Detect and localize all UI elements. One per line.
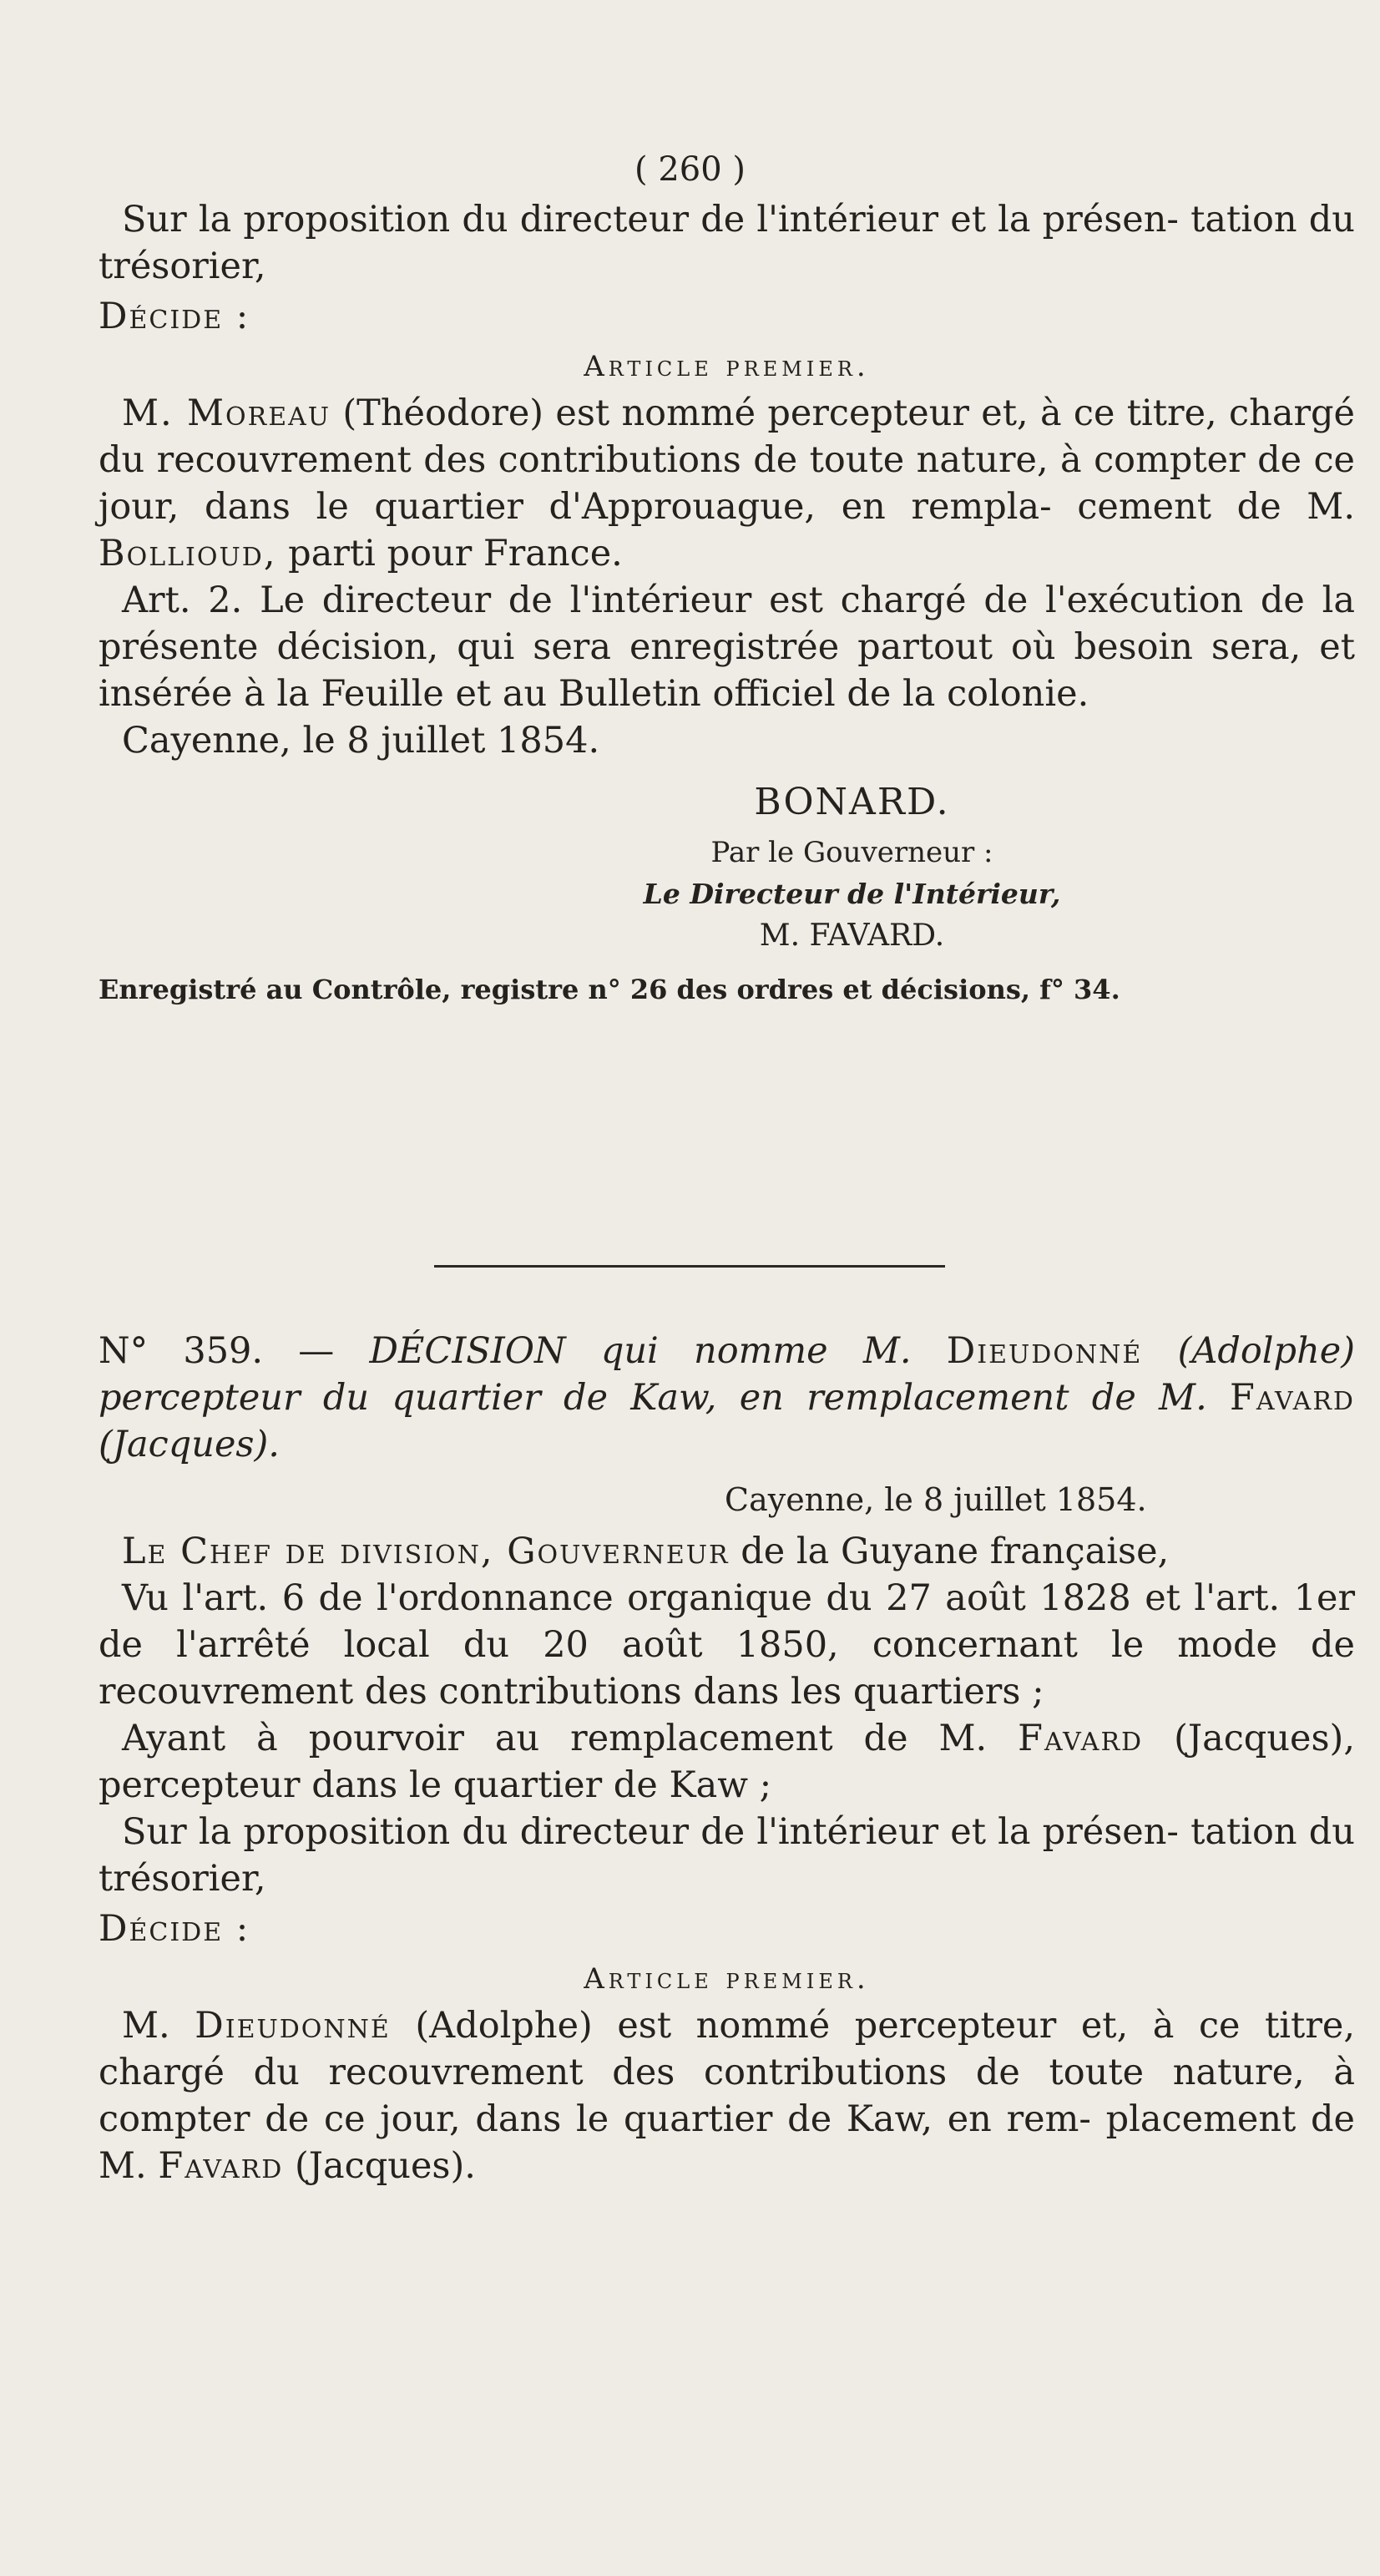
person-name: Dieudonné bbox=[195, 2005, 391, 2047]
article-text: (Adolphe) est nommé percepteur et, à ce titre, chargé du recouvrement des contributions de toute nature, à compter de ce jour, dans le quartier de Kaw, en rem- placement de M. bbox=[99, 2005, 1356, 2187]
signing-date: Cayenne, le 8 juillet 1854. bbox=[122, 720, 600, 762]
article-two-paragraph: Art. 2. Le directeur de l'intérieur est chargé de l'exécution de la présente décision, qui sera enregistrée partout où besoin sera, et insérée à la Feuille et au Bulletin officiel de la colonie. bbox=[99, 579, 1355, 715]
by-governor-line: Par le Gouverneur : bbox=[710, 836, 993, 869]
paragraph-proposition: Sur la proposition du directeur de l'intérieur et la présen- tation du trésorier, bbox=[99, 199, 1355, 287]
paragraph-ayant bbox=[99, 1715, 1355, 1809]
person-name: Favard bbox=[158, 2145, 284, 2187]
person-name: Bollioud, bbox=[99, 533, 277, 574]
person-name: Favard bbox=[1018, 1718, 1144, 1759]
decision-intro bbox=[99, 1528, 1355, 1575]
person-name: M. Moreau bbox=[122, 392, 331, 434]
person-name: Favard bbox=[1230, 1377, 1355, 1419]
issuer-location: de la Guyane française, bbox=[741, 1531, 1170, 1572]
decision-title bbox=[99, 1328, 1355, 1468]
director-title: Le Directeur de l'Intérieur, bbox=[643, 878, 1061, 910]
decision-title-part: DÉCISION qui nomme M. bbox=[369, 1330, 912, 1372]
preceding-decision-text bbox=[99, 196, 1355, 1008]
registration-note: Enregistré au Contrôle, registre n° 26 des ordres et décisions, f° 34. bbox=[99, 974, 1120, 1005]
article-one-paragraph bbox=[99, 390, 1355, 577]
article-text: (Jacques). bbox=[295, 2145, 476, 2187]
ayant-text: (Jacques), percepteur dans le quartier de Kaw ; bbox=[99, 1718, 1355, 1806]
person-name: Dieudonné bbox=[946, 1330, 1143, 1372]
decision-title-part: (Jacques). bbox=[99, 1424, 280, 1465]
article-one-end: parti pour France. bbox=[288, 533, 623, 574]
signatory-name: BONARD. bbox=[754, 781, 950, 823]
article-one-paragraph bbox=[99, 2002, 1355, 2189]
decide-label: Décide : bbox=[99, 1908, 250, 1950]
article-text: M. bbox=[122, 2005, 170, 2047]
director-name: M. FAVARD. bbox=[759, 919, 945, 953]
decision-number: N° 359. — bbox=[99, 1330, 335, 1372]
page-number: ( 260 ) bbox=[634, 150, 746, 189]
decision-date: Cayenne, le 8 juillet 1854. bbox=[725, 1481, 1147, 1518]
paragraph-proposition: Sur la proposition du directeur de l'intérieur et la présen- tation du trésorier, bbox=[99, 1811, 1355, 1900]
paragraph-vu: Vu l'art. 6 de l'ordonnance organique du 27 août 1828 et l'art. 1er de l'arrêté local du 20 août 1850, concernant le mode de recouvrement des contributions dans les quartiers ; bbox=[99, 1577, 1355, 1713]
decision-359 bbox=[99, 1328, 1355, 2189]
decision-title-part: (Adolphe) percepteur du quartier de Kaw, en remplacement de M. bbox=[99, 1330, 1356, 1419]
article-heading: Article premier. bbox=[584, 1962, 870, 1996]
issuer-title: Le Chef de division, Gouverneur bbox=[122, 1531, 730, 1572]
article-heading: Article premier. bbox=[584, 350, 870, 383]
section-divider bbox=[434, 1265, 945, 1268]
ayant-text: Ayant à pourvoir au remplacement de M. bbox=[122, 1718, 988, 1759]
decide-label: Décide : bbox=[99, 296, 250, 337]
article-one-text: (Théodore) est nommé percepteur et, à ce titre, chargé du recouvrement des contributions de toute nature, à compter de ce jour, dans le quartier d'Approuague, en rempla- cement de M. bbox=[99, 392, 1355, 528]
